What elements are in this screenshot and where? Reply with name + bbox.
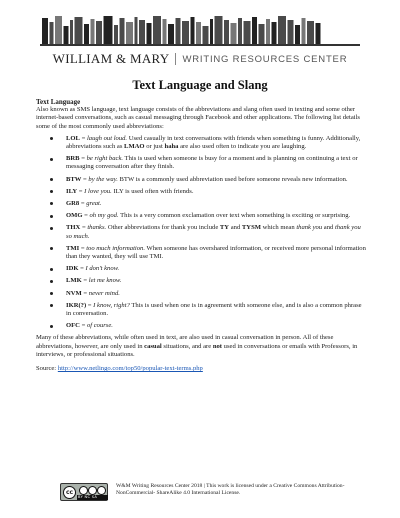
- term-abbr: BTW: [66, 175, 82, 183]
- bullet-icon: [50, 137, 53, 140]
- term-equals: =: [79, 134, 87, 142]
- term-meaning: I know, right?: [93, 301, 130, 309]
- book-spine: [139, 20, 145, 44]
- list-item: [36, 176, 366, 184]
- license-text: W&M Writing Resources Center 2018 | This work is licensed under a Creative Commons Attribution-NonCommercial- ShareAlike 4.0 International License.: [116, 483, 345, 496]
- term-description: which mean: [260, 224, 297, 232]
- bullet-icon: [50, 202, 53, 205]
- book-spine: [84, 24, 89, 44]
- bullet-icon: [50, 304, 53, 307]
- footer: [60, 482, 360, 504]
- list-item: [36, 245, 366, 261]
- term-list: [36, 135, 366, 331]
- cc-logo-icon: cc: [63, 486, 76, 499]
- list-item: [36, 200, 366, 208]
- term-bold: TY: [219, 224, 230, 232]
- bullet-icon: [50, 158, 53, 161]
- term-equals: =: [82, 212, 90, 220]
- page-title: Text Language and Slang: [132, 78, 268, 92]
- list-item: [36, 290, 366, 298]
- bullet-icon: [50, 178, 53, 181]
- term-equals: =: [79, 244, 87, 252]
- center-name: WRITING RESOURCES CENTER: [182, 53, 348, 65]
- term-meaning: be right back.: [86, 155, 124, 163]
- term-meaning: I love you.: [84, 187, 112, 195]
- shelf-line: [40, 44, 360, 46]
- bullet-icon: [50, 268, 53, 271]
- term-description: This is a very common exclamation over text when something is exciting or surprising.: [118, 212, 351, 220]
- term-meaning: oh my god.: [89, 212, 119, 220]
- book-spine: [50, 22, 54, 44]
- books: [42, 16, 321, 44]
- closing-text: situations, and are: [161, 342, 213, 350]
- bullet-icon: [50, 227, 53, 230]
- institution-name: WILLIAM & MARY: [52, 51, 170, 66]
- term-meaning: thanks.: [87, 224, 107, 232]
- book-spine: [215, 16, 223, 44]
- section-heading: Text Language: [36, 98, 81, 106]
- wordmark: [0, 50, 400, 68]
- cc-sa-icon: [97, 486, 106, 495]
- term-description: .: [87, 232, 90, 240]
- term-abbr: LOL: [66, 134, 80, 142]
- book-spine: [75, 17, 83, 44]
- closing-bold: not: [212, 342, 222, 350]
- book-spine: [278, 16, 286, 44]
- book-spine: [288, 20, 294, 44]
- book-spine: [42, 18, 48, 44]
- term-abbr: IDK: [66, 265, 79, 273]
- book-spine: [147, 23, 152, 44]
- book-spine: [272, 22, 277, 44]
- term-abbr: NVM: [66, 289, 82, 297]
- term-abbr: ILY: [66, 187, 78, 195]
- term-equals: =: [79, 155, 87, 163]
- book-spine: [316, 23, 321, 44]
- term-equals: =: [81, 277, 89, 285]
- term-equals: =: [81, 289, 89, 297]
- term-description: BTW is a commonly used abbreviation used before someone reveals new information.: [117, 175, 348, 183]
- cc-license-badge[interactable]: [60, 483, 108, 501]
- book-spine: [307, 21, 314, 44]
- list-item: [36, 277, 366, 285]
- wordmark-divider: [175, 53, 176, 65]
- term-meaning: by the way.: [88, 175, 118, 183]
- bullet-icon: [50, 215, 53, 218]
- closing-text: Many of these abbreviations, while often used in text, are also used in casual conversation in person. All of these abbreviations, however, are only used in: [36, 334, 334, 350]
- term-equals: =: [78, 265, 86, 273]
- term-equals: =: [79, 200, 87, 208]
- book-spine: [153, 16, 161, 44]
- bullet-icon: [50, 190, 53, 193]
- term-description: and: [229, 224, 242, 232]
- book-spine: [55, 16, 62, 44]
- list-item: [36, 322, 366, 330]
- cc-by-icon: [79, 486, 88, 495]
- term-description: This is used when one is in agreement with someone else, and is also a common phrase in conversation.: [66, 301, 362, 318]
- book-spine: [163, 19, 167, 44]
- book-spine: [231, 23, 237, 44]
- bookshelf-illustration: [40, 14, 360, 44]
- book-spine: [104, 16, 113, 44]
- term-abbr: OFC: [66, 322, 80, 330]
- closing-paragraph: [36, 334, 366, 359]
- term-description: or just: [144, 143, 165, 151]
- term-abbr: LMK: [66, 277, 82, 285]
- closing-bold: casual: [144, 342, 162, 350]
- term-abbr: OMG: [66, 212, 83, 220]
- term-meaning: laugh out loud.: [86, 134, 128, 142]
- book-spine: [191, 17, 195, 44]
- cc-badge-text: BY NC SA: [78, 495, 98, 499]
- book-spine: [176, 18, 181, 44]
- term-description: ILY is used often with friends.: [111, 187, 194, 195]
- book-spine: [203, 26, 209, 44]
- term-bold: LMAO: [124, 143, 145, 151]
- term-meaning: too much information.: [86, 244, 145, 252]
- term-equals: =: [77, 187, 85, 195]
- book-spine: [266, 19, 270, 44]
- term-description: When someone has overshared information, or received more personal information than they wanted, they will use TMI.: [66, 244, 366, 261]
- book-spine: [96, 21, 102, 44]
- term-bold: haha: [164, 143, 179, 151]
- term-italic: thank you so much: [66, 224, 361, 240]
- term-bold: TYSM: [241, 224, 261, 232]
- term-meaning: let me know.: [88, 277, 122, 285]
- book-spine: [114, 25, 118, 44]
- book-spine: [252, 17, 257, 44]
- term-meaning: of course.: [86, 322, 113, 330]
- book-spine: [182, 21, 189, 44]
- list-item: [36, 224, 366, 240]
- term-equals: =: [86, 301, 94, 309]
- book-spine: [295, 25, 300, 44]
- bullet-icon: [50, 280, 53, 283]
- list-item: [36, 265, 366, 273]
- book-spine: [302, 18, 306, 44]
- bullet-icon: [50, 325, 53, 328]
- bullet-icon: [50, 292, 53, 295]
- term-abbr: GR8: [66, 200, 80, 208]
- book-spine: [126, 22, 133, 44]
- book-spine: [120, 18, 125, 44]
- book-spine: [70, 20, 73, 44]
- source-label: Source:: [36, 365, 57, 373]
- intro-paragraph: Also known as SMS language, text language consists of the abbreviations and slang often used in texting and some other internet-based conversations, such as casual messaging through Facebook and other applications. The following list details some of the most commonly used abbreviations:: [36, 106, 360, 130]
- term-abbr: THX: [66, 224, 81, 232]
- list-item: [36, 155, 366, 171]
- term-italic: thank you: [296, 224, 323, 232]
- term-description: Other abbreviations for thank you include: [106, 224, 220, 232]
- term-description: are also used often to indicate you are laughing.: [178, 143, 307, 151]
- book-spine: [135, 17, 138, 44]
- bullet-icon: [50, 247, 53, 250]
- list-item: [36, 212, 366, 220]
- book-spine: [168, 24, 174, 44]
- book-spine: [64, 26, 69, 44]
- term-equals: =: [81, 175, 89, 183]
- closing-text: used in conversations or emails with Professors, in interviews, or professional situations.: [36, 342, 358, 358]
- book-spine: [224, 20, 229, 44]
- book-spine: [210, 19, 213, 44]
- term-meaning: I don't know.: [85, 265, 120, 273]
- term-abbr: TMI: [66, 244, 80, 252]
- term-description: This is used when someone is busy for a moment and is planning on continuing a text or messaging conversation after they finish.: [66, 155, 358, 171]
- book-spine: [238, 18, 242, 44]
- term-meaning: great.: [86, 200, 102, 208]
- book-spine: [259, 24, 265, 44]
- source-link[interactable]: http://www.netlingo.com/top50/popular-text-terms.php: [57, 365, 203, 373]
- document-body: [36, 98, 366, 373]
- list-item: [36, 188, 366, 196]
- source-line: [36, 365, 366, 373]
- book-spine: [91, 19, 95, 44]
- term-equals: =: [80, 224, 88, 232]
- term-abbr: IKR(?): [66, 301, 87, 309]
- term-equals: =: [79, 322, 87, 330]
- book-spine: [244, 21, 251, 44]
- term-description: and: [322, 224, 335, 232]
- list-item: [36, 135, 366, 151]
- list-item: [36, 302, 366, 318]
- book-spine: [196, 22, 201, 44]
- term-description: Used casually in text conversations with friends when something is funny. Additionally, abbreviations such as: [66, 134, 361, 151]
- term-abbr: BRB: [66, 155, 80, 163]
- cc-nc-icon: [88, 486, 97, 495]
- term-meaning: never mind.: [88, 289, 120, 297]
